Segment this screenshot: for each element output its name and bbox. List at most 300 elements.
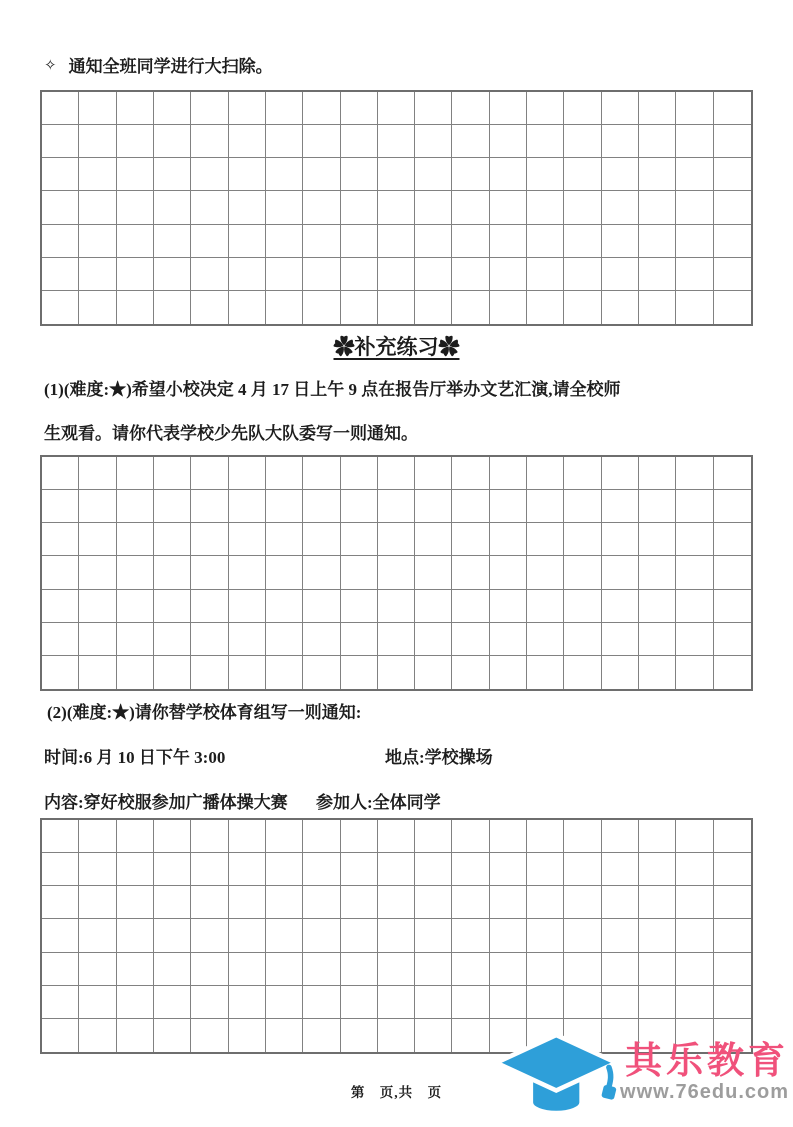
grid-cell <box>564 92 601 125</box>
grid-cell <box>452 820 489 853</box>
grid-cell <box>266 125 303 158</box>
grid-cell <box>564 986 601 1019</box>
grid-cell <box>42 590 79 623</box>
grid-cell <box>79 820 116 853</box>
grid-cell <box>154 853 191 886</box>
grid-cell <box>490 886 527 919</box>
grid-cell <box>229 225 266 258</box>
grid-cell <box>303 919 340 952</box>
grid-cell <box>639 225 676 258</box>
grid-cell <box>154 1019 191 1052</box>
grid-cell <box>415 291 452 324</box>
grid-cell <box>676 158 713 191</box>
grid-cell <box>564 623 601 656</box>
grid-cell <box>602 919 639 952</box>
grid-cell <box>564 919 601 952</box>
grid-cell <box>42 919 79 952</box>
grid-cell <box>341 556 378 589</box>
grid-cell <box>229 457 266 490</box>
grid-cell <box>639 92 676 125</box>
grid-cell <box>415 886 452 919</box>
grid-cell <box>229 919 266 952</box>
grid-cell <box>714 457 751 490</box>
grid-cell <box>303 590 340 623</box>
grid-cell <box>714 191 751 224</box>
grid-cell <box>229 191 266 224</box>
grid-cell <box>266 158 303 191</box>
grid-cell <box>154 556 191 589</box>
grid-cell <box>303 490 340 523</box>
exercise1-line1: (1)(难度:★)希望小校决定 4 月 17 日上午 9 点在报告厅举办文艺汇演,请全校师 <box>44 380 621 399</box>
grid-cell <box>117 457 154 490</box>
grid-cell <box>341 953 378 986</box>
content-label: 内容:穿好校服参加广播体操大赛 <box>44 793 288 812</box>
grid-cell <box>79 258 116 291</box>
grid-cell <box>79 919 116 952</box>
grid-cell <box>117 590 154 623</box>
grid-cell <box>191 656 228 689</box>
grid-cell <box>42 656 79 689</box>
grid-cell <box>676 656 713 689</box>
grid-cell <box>191 125 228 158</box>
grid-cell <box>602 523 639 556</box>
grid-cell <box>714 820 751 853</box>
grid-cell <box>527 820 564 853</box>
grid-cell <box>191 919 228 952</box>
grid-cell <box>602 158 639 191</box>
grid-cell <box>639 457 676 490</box>
grid-cell <box>42 820 79 853</box>
grid-cell <box>79 1019 116 1052</box>
grid-cell <box>266 986 303 1019</box>
grid-cell <box>42 1019 79 1052</box>
grid-cell <box>79 92 116 125</box>
grid-cell <box>490 258 527 291</box>
grid-cell <box>378 291 415 324</box>
logo-text-block <box>620 1028 793 1103</box>
grid-cell <box>639 986 676 1019</box>
grid-cell <box>229 953 266 986</box>
grid-cell <box>229 623 266 656</box>
grid-cell <box>154 92 191 125</box>
grid-cell <box>676 886 713 919</box>
grid-cell <box>490 590 527 623</box>
grid-cell <box>303 457 340 490</box>
grid-cell <box>415 656 452 689</box>
grid-cell <box>154 490 191 523</box>
grid-cell <box>42 623 79 656</box>
grid-cell <box>191 225 228 258</box>
grid-cell <box>639 820 676 853</box>
grid-cell <box>117 490 154 523</box>
grid-cell <box>229 886 266 919</box>
grid-cell <box>266 1019 303 1052</box>
grid-cell <box>42 258 79 291</box>
grid-cell <box>266 953 303 986</box>
grid-cell <box>527 623 564 656</box>
grid-cell <box>714 919 751 952</box>
grid-cell <box>42 291 79 324</box>
grid-cell <box>564 291 601 324</box>
grid-cell <box>42 886 79 919</box>
grid-cell <box>452 125 489 158</box>
grid-cell <box>79 656 116 689</box>
grid-cell <box>415 820 452 853</box>
grid-cell <box>676 986 713 1019</box>
grid-cell <box>378 225 415 258</box>
grid-cell <box>490 623 527 656</box>
grid-cell <box>341 656 378 689</box>
grid-cell <box>490 158 527 191</box>
grid-cell <box>266 623 303 656</box>
grid-cell <box>602 92 639 125</box>
brand-name: 其乐教育 <box>625 1040 789 1081</box>
grid-cell <box>564 225 601 258</box>
grid-cell <box>676 225 713 258</box>
grid-cell <box>452 953 489 986</box>
grid-cell <box>378 158 415 191</box>
grid-cell <box>602 656 639 689</box>
grid-cell <box>341 92 378 125</box>
grid-cell <box>303 291 340 324</box>
grid-cell <box>303 556 340 589</box>
grid-cell <box>490 457 527 490</box>
grid-cell <box>42 158 79 191</box>
grid-cell <box>154 225 191 258</box>
grid-cell <box>564 258 601 291</box>
grid-cell <box>42 92 79 125</box>
grid-cell <box>564 523 601 556</box>
grid-cell <box>229 590 266 623</box>
grid-cell <box>79 225 116 258</box>
grid-cell <box>117 556 154 589</box>
grid-cell <box>154 191 191 224</box>
grid-cell <box>117 656 154 689</box>
grid-cell <box>602 853 639 886</box>
grid-cell <box>303 1019 340 1052</box>
grid-cell <box>415 919 452 952</box>
grid-cell <box>714 523 751 556</box>
grid-cell <box>415 92 452 125</box>
grid-cell <box>602 623 639 656</box>
grid-cell <box>79 457 116 490</box>
grid-cell <box>229 523 266 556</box>
grid-cell <box>490 225 527 258</box>
grid-cell <box>527 590 564 623</box>
grid-cell <box>42 457 79 490</box>
grid-cell <box>602 457 639 490</box>
grid-cell <box>602 191 639 224</box>
grid-cell <box>42 953 79 986</box>
grid-cell <box>117 1019 154 1052</box>
grid-cell <box>341 623 378 656</box>
grid-cell <box>117 191 154 224</box>
grid-cell <box>191 590 228 623</box>
grid-cell <box>639 191 676 224</box>
grid-cell <box>527 853 564 886</box>
grid-cell <box>639 953 676 986</box>
grid-cell <box>117 623 154 656</box>
location-label: 地点:学校操场 <box>385 748 493 767</box>
grid-cell <box>452 886 489 919</box>
grid-cell <box>676 191 713 224</box>
grid-cell <box>527 92 564 125</box>
grid-cell <box>266 853 303 886</box>
grid-cell <box>602 291 639 324</box>
grid-cell <box>564 656 601 689</box>
grid-cell <box>266 191 303 224</box>
exercise2-intro: (2)(难度:★)请你替学校体育组写一则通知: <box>47 703 362 722</box>
grid-cell <box>191 623 228 656</box>
grid-cell <box>42 490 79 523</box>
grid-cell <box>378 258 415 291</box>
grid-cell <box>229 656 266 689</box>
grid-cell <box>191 556 228 589</box>
grid-cell <box>452 919 489 952</box>
grid-cell <box>452 225 489 258</box>
grid-cell <box>714 953 751 986</box>
participants-label: 参加人:全体同学 <box>316 793 441 812</box>
grid-cell <box>154 457 191 490</box>
grid-cell <box>117 886 154 919</box>
grid-cell <box>490 523 527 556</box>
grid-cell <box>191 258 228 291</box>
grid-cell <box>117 258 154 291</box>
grid-cell <box>378 125 415 158</box>
grid-cell <box>639 919 676 952</box>
grid-cell <box>341 986 378 1019</box>
grid-cell <box>303 191 340 224</box>
grid-cell <box>378 919 415 952</box>
grid-cell <box>676 457 713 490</box>
grid-cell <box>564 158 601 191</box>
grid-cell <box>79 556 116 589</box>
grid-cell <box>191 986 228 1019</box>
grid-cell <box>191 158 228 191</box>
grid-cell <box>266 919 303 952</box>
grid-cell <box>154 523 191 556</box>
grid-cell <box>415 457 452 490</box>
grid-cell <box>42 986 79 1019</box>
grid-cell <box>266 656 303 689</box>
grid-cell <box>117 92 154 125</box>
grid-cell <box>229 853 266 886</box>
grid-cell <box>303 820 340 853</box>
grid-cell <box>714 258 751 291</box>
grid-cell <box>676 590 713 623</box>
grid-cell <box>154 158 191 191</box>
grid-cell <box>452 656 489 689</box>
grid-cell <box>303 853 340 886</box>
grid-cell <box>452 291 489 324</box>
grid-cell <box>266 291 303 324</box>
grid-cell <box>527 125 564 158</box>
brand-logo <box>498 1028 793 1122</box>
grid-cell <box>490 656 527 689</box>
grid-cell <box>714 656 751 689</box>
grid-cell <box>527 886 564 919</box>
grid-cell <box>117 225 154 258</box>
writing-grid-1 <box>40 90 753 326</box>
grid-cell <box>303 886 340 919</box>
grid-cell <box>79 590 116 623</box>
grid-cell <box>490 953 527 986</box>
graduation-cap-icon <box>498 1034 620 1127</box>
grid-cell <box>154 886 191 919</box>
grid-cell <box>564 886 601 919</box>
notice-item <box>44 56 273 77</box>
grid-cell <box>79 853 116 886</box>
grid-cell <box>266 820 303 853</box>
grid-cell <box>303 623 340 656</box>
grid-cell <box>303 523 340 556</box>
time-label: 时间:6 月 10 日下午 3:00 <box>44 748 226 767</box>
diamond-bullet-icon: ✧ <box>44 58 57 75</box>
grid-cell <box>564 853 601 886</box>
grid-cell <box>191 457 228 490</box>
grid-cell <box>191 490 228 523</box>
grid-cell <box>378 523 415 556</box>
grid-cell <box>676 125 713 158</box>
grid-cell <box>266 590 303 623</box>
grid-cell <box>602 258 639 291</box>
grid-cell <box>117 523 154 556</box>
grid-cell <box>191 291 228 324</box>
grid-cell <box>79 490 116 523</box>
grid-cell <box>341 490 378 523</box>
grid-cell <box>490 191 527 224</box>
grid-cell <box>676 523 713 556</box>
grid-cell <box>564 820 601 853</box>
grid-cell <box>490 490 527 523</box>
grid-cell <box>378 853 415 886</box>
grid-cell <box>341 820 378 853</box>
grid-cell <box>415 258 452 291</box>
grid-cell <box>303 158 340 191</box>
grid-cell <box>676 820 713 853</box>
grid-cell <box>378 590 415 623</box>
grid-cell <box>378 490 415 523</box>
section-heading <box>0 331 793 361</box>
grid-cell <box>117 158 154 191</box>
grid-cell <box>79 191 116 224</box>
grid-cell <box>714 92 751 125</box>
grid-cell <box>117 853 154 886</box>
grid-cell <box>303 92 340 125</box>
grid-cell <box>527 490 564 523</box>
grid-cell <box>452 1019 489 1052</box>
grid-cell <box>602 556 639 589</box>
grid-cell <box>714 853 751 886</box>
grid-cell <box>266 523 303 556</box>
grid-cell <box>42 556 79 589</box>
grid-cell <box>341 225 378 258</box>
grid-cell <box>639 623 676 656</box>
grid-cell <box>527 457 564 490</box>
notice-text: 通知全班同学进行大扫除。 <box>68 57 273 76</box>
grid-cell <box>229 1019 266 1052</box>
grid-cell <box>452 258 489 291</box>
grid-cell <box>490 986 527 1019</box>
grid-cell <box>79 623 116 656</box>
grid-cell <box>266 490 303 523</box>
grid-cell <box>714 556 751 589</box>
grid-cell <box>378 886 415 919</box>
grid-cell <box>341 523 378 556</box>
grid-cell <box>229 258 266 291</box>
grid-cell <box>79 125 116 158</box>
grid-cell <box>639 291 676 324</box>
grid-cell <box>490 919 527 952</box>
grid-cell <box>602 125 639 158</box>
grid-cell <box>564 490 601 523</box>
grid-cell <box>266 457 303 490</box>
grid-cell <box>639 556 676 589</box>
grid-cell <box>341 853 378 886</box>
grid-cell <box>117 953 154 986</box>
grid-cell <box>452 457 489 490</box>
grid-cell <box>378 953 415 986</box>
grid-cell <box>191 820 228 853</box>
grid-cell <box>564 191 601 224</box>
grid-cell <box>42 523 79 556</box>
grid-cell <box>378 92 415 125</box>
grid-cell <box>564 457 601 490</box>
exercise2-time-row <box>44 747 753 768</box>
grid-cell <box>191 853 228 886</box>
grid-cell <box>564 125 601 158</box>
grid-cell <box>415 953 452 986</box>
grid-cell <box>229 92 266 125</box>
grid-cell <box>229 556 266 589</box>
grid-cell <box>676 623 713 656</box>
grid-cell <box>378 457 415 490</box>
grid-cell <box>415 556 452 589</box>
grid-cell <box>341 1019 378 1052</box>
grid-cell <box>154 623 191 656</box>
grid-cell <box>639 158 676 191</box>
grid-cell <box>527 291 564 324</box>
grid-cell <box>639 656 676 689</box>
grid-cell <box>191 92 228 125</box>
grid-cell <box>266 886 303 919</box>
grid-cell <box>229 158 266 191</box>
grid-cell <box>42 125 79 158</box>
grid-cell <box>452 590 489 623</box>
grid-cell <box>602 490 639 523</box>
grid-cell <box>415 853 452 886</box>
grid-cell <box>527 556 564 589</box>
grid-cell <box>714 886 751 919</box>
grid-cell <box>602 820 639 853</box>
grid-cell <box>229 490 266 523</box>
grid-cell <box>564 556 601 589</box>
grid-cell <box>639 590 676 623</box>
grid-cell <box>527 225 564 258</box>
grid-cell <box>452 523 489 556</box>
grid-cell <box>415 523 452 556</box>
grid-cell <box>341 886 378 919</box>
grid-cell <box>154 656 191 689</box>
grid-cell <box>676 92 713 125</box>
grid-cell <box>415 490 452 523</box>
grid-cell <box>79 986 116 1019</box>
grid-cell <box>415 125 452 158</box>
grid-cell <box>229 291 266 324</box>
grid-cell <box>639 258 676 291</box>
grid-cell <box>191 191 228 224</box>
grid-cell <box>229 986 266 1019</box>
